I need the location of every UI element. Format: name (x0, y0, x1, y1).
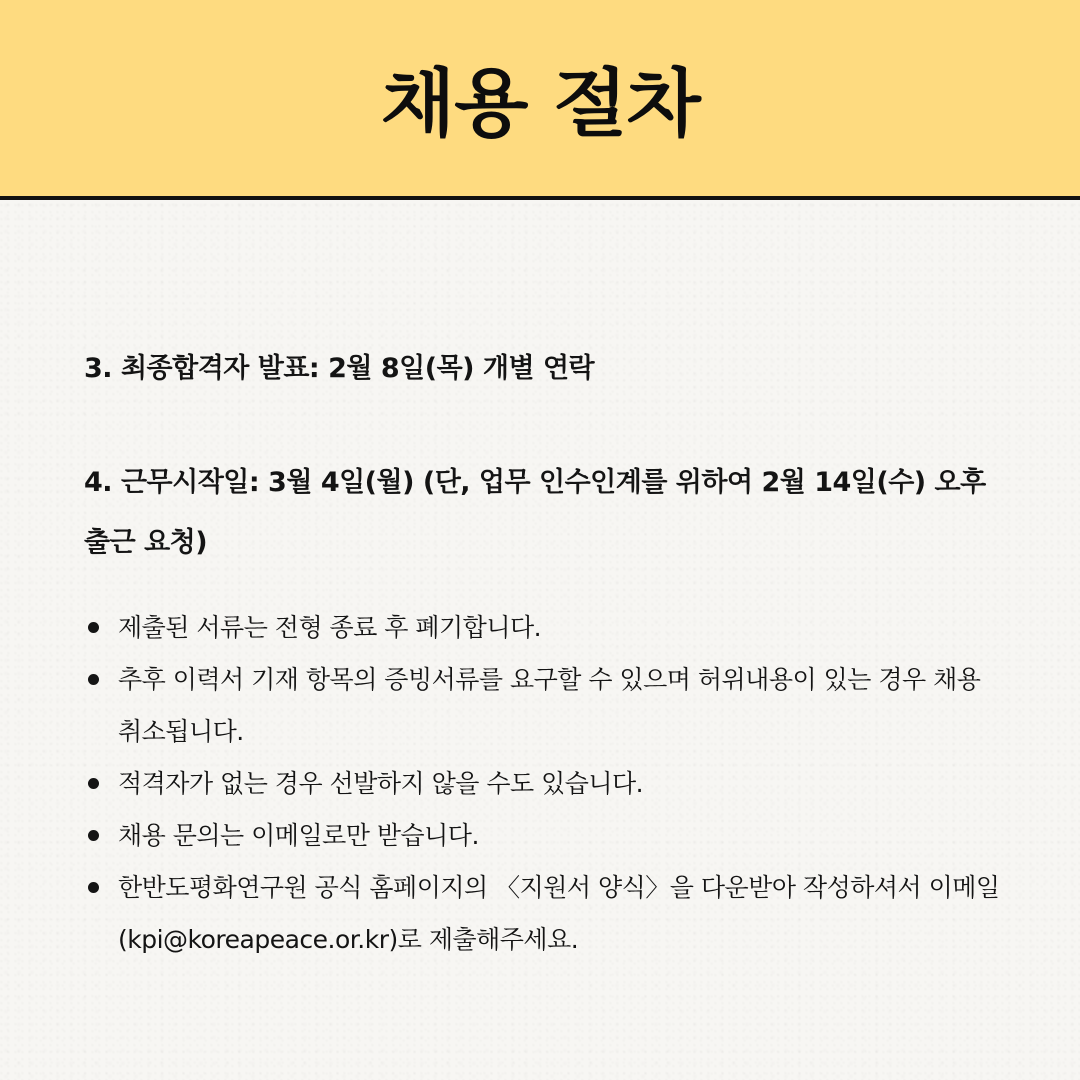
list-item (84, 862, 1004, 966)
header-banner (0, 0, 1080, 200)
list-item (84, 654, 1004, 758)
page-title: 채용 절차 (380, 61, 700, 147)
list-item (84, 758, 1004, 810)
notice-list (84, 602, 1004, 966)
notice-text: 추후 이력서 기재 항목의 증빙서류를 요구할 수 있으며 허위내용이 있는 경우 채용 취소됩니다. (118, 665, 981, 746)
final-announcement-step: 3. 최종합격자 발표: 2월 8일(목) 개별 연락 (84, 353, 595, 384)
list-item (84, 810, 1004, 862)
notice-text: 한반도평화연구원 공식 홈페이지의 〈지원서 양식〉을 다운받아 작성하셔서 이메일(kpi@koreapeace.or.kr)로 제출해주세요. (118, 873, 1000, 954)
notice-text: 제출된 서류는 전형 종료 후 폐기합니다. (118, 613, 542, 642)
start-date-step: 4. 근무시작일: 3월 4일(월) (단, 업무 인수인계를 위하여 2월 14일(수) 오후 출근 요청) (84, 467, 986, 558)
bullet-icon (88, 674, 99, 685)
list-item (84, 602, 1004, 654)
bullet-icon (88, 882, 99, 893)
notice-text: 채용 문의는 이메일로만 받습니다. (118, 821, 479, 850)
notice-text: 적격자가 없는 경우 선발하지 않을 수도 있습니다. (118, 769, 644, 798)
bullet-icon (88, 778, 99, 789)
bullet-icon (88, 622, 99, 633)
bullet-icon (88, 830, 99, 841)
